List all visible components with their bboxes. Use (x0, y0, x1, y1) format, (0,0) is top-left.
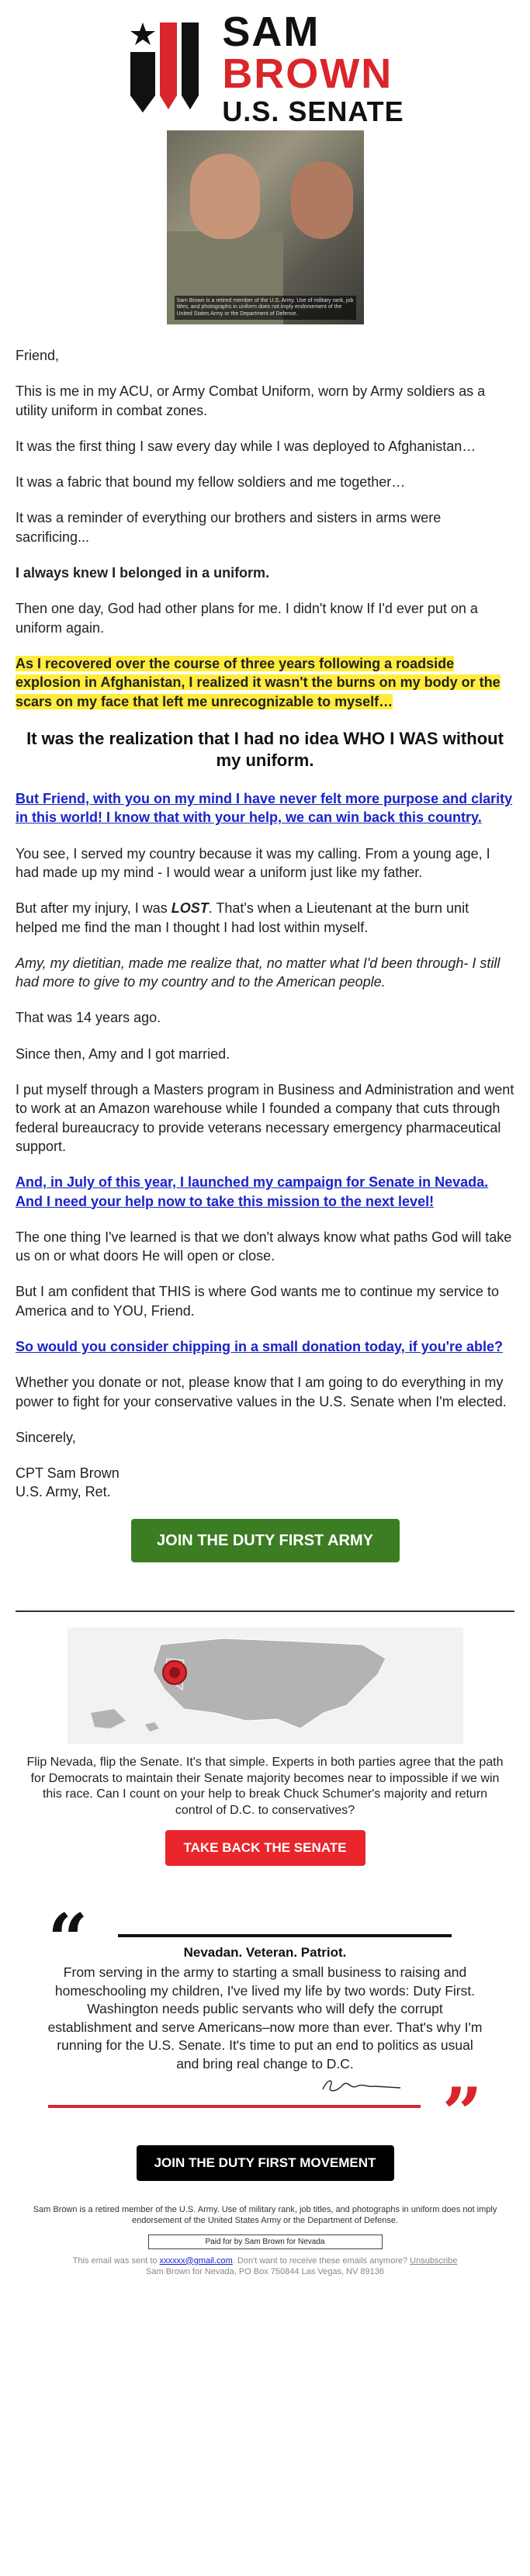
link-paragraph (16, 1173, 514, 1211)
paid-for-box: Paid for by Sam Brown for Nevada (148, 2234, 383, 2249)
quote-rule-top (118, 1934, 452, 1937)
link-paragraph (16, 789, 514, 827)
emphasis-lost: LOST (171, 900, 209, 917)
paragraph: I put myself through a Masters program in Business and Administration and went to work at an Amazon warehouse while I founded a company that cuts through federal bureaucracy to provide veterans necessary emergency pharmaceutical support. (16, 1082, 514, 1154)
closing: Sincerely, (16, 1429, 76, 1445)
quote-block (47, 1897, 483, 2155)
us-map-image (68, 1628, 463, 1744)
paragraph: It was the first thing I saw every day while I was deployed to Afghanistan… (16, 438, 476, 454)
highlighted-paragraph (16, 654, 514, 711)
paragraph: Since then, Amy and I got married. (16, 1045, 230, 1062)
logo-star-bars-icon (126, 18, 211, 119)
campaign-link[interactable]: And, in July of this year, I launched my campaign for Senate in Nevada. And I need your help now to take this mission to the next level! (16, 1174, 489, 1209)
donate-link[interactable]: But Friend, with you on my mind I have never felt more purpose and clarity in this world! I know that with your help, we can win back this country. (16, 791, 513, 826)
email-footer: This email was sent to xxxxxx@gmail.com. Don't want to receive these emails anymore? Unsubscribe Sam Brown for Nevada, PO Box 750844 Las Vegas, NV 89136 (72, 2255, 458, 2276)
paragraph-italic: Amy, my dietitian, made me realize that, no matter what I'd been through- I still had more to give to my country and to the American people. (16, 955, 501, 990)
signature-image (320, 2075, 405, 2096)
paragraph: You see, I served my country because it was my calling. From a young age, I had made up my mind - I would wear a uniform just like my father. (16, 845, 490, 880)
photo-caption: Sam Brown is a retired member of the U.S. Army. Use of military rank, job titles, and photographs in uniform does not imply endorsement of the United States Army or the Department of Defense. (175, 296, 356, 320)
signature-title: U.S. Army, Ret. (16, 1484, 111, 1500)
join-duty-first-movement-button[interactable]: JOIN THE DUTY FIRST MOVEMENT (137, 2145, 394, 2181)
unsubscribe-link[interactable]: Unsubscribe (410, 2255, 458, 2266)
join-duty-first-army-button[interactable]: JOIN THE DUTY FIRST ARMY (131, 1519, 400, 1562)
quote-heading: Nevadan. Veteran. Patriot. (183, 1944, 347, 1960)
logo-text-senate: U.S. SENATE (222, 95, 404, 127)
paragraph: This is me in my ACU, or Army Combat Uniform, worn by Army soldiers as a utility uniform in combat zones. (16, 383, 486, 418)
logo-text-brown: BROWN (222, 50, 393, 97)
logo-text-sam: SAM (222, 9, 320, 55)
highlight-text: As I recovered over the course of three years following a roadside explosion in Afghanistan, I realized it wasn't the burns on my body or the scars on my face that left me unrecognizable to myself… (16, 655, 501, 709)
paragraph: But after my injury, I was LOST. That's when a Lieutenant at the burn unit helped me find the man I thought I had lost within myself. (16, 900, 469, 935)
campaign-logo (16, 0, 514, 127)
letter-body (16, 346, 514, 1502)
link-paragraph (16, 1337, 514, 1356)
open-quote-icon: “ (47, 1898, 88, 1981)
paragraph: The one thing I've learned is that we don't always know what paths God will take us on or what doors He will open or close. (16, 1229, 512, 1264)
paragraph: It was a reminder of everything our brothers and sisters in arms were sacrificing... (16, 510, 442, 545)
take-back-senate-button[interactable]: TAKE BACK THE SENATE (165, 1830, 365, 1866)
centered-heading: It was the realization that I had no idea WHO I WAS without my uniform. (26, 728, 504, 771)
paragraph: That was 14 years ago. (16, 1010, 161, 1026)
section-divider (16, 1610, 514, 1612)
quote-rule-bottom (48, 2105, 421, 2108)
chip-in-link[interactable]: So would you consider chipping in a small donation today, if you're able? (16, 1338, 504, 1354)
flip-nevada-text: Flip Nevada, flip the Senate. It's that simple. Experts in both parties agree that the path for Democrats to maintain their Senate majority becomes near to impossible if we win this race. Can I count on your help to break Chuck Schumer's majority and return control of D.C. to conservatives? (26, 1755, 504, 1818)
quote-body: From serving in the army to starting a small business to raising and homeschooling my children, I've lived my life by two words: Duty First. Washington needs public servants who will defy the corrupt establishment and serve Americans–now more than ever. That's why I'm running for the U.S. Senate. It's time to put an end to politics as usual and bring real change to D.C. (47, 1964, 483, 2072)
greeting: Friend, (16, 348, 60, 363)
recipient-email-link[interactable]: xxxxxx@gmail.com (159, 2255, 233, 2266)
signature-name: CPT Sam Brown (16, 1465, 120, 1482)
mailing-address: Sam Brown for Nevada, PO Box 750844 Las Vegas, NV 89136 (146, 2266, 384, 2276)
paragraph-bold: I always knew I belonged in a uniform. (16, 565, 270, 581)
soldier-photo (167, 130, 364, 324)
paragraph: Whether you donate or not, please know that I am going to do everything in my power to fight for your conservative values in the U.S. Senate when I'm elected. (16, 1375, 507, 1409)
paragraph: It was a fabric that bound my fellow soldiers and me together… (16, 474, 406, 491)
paragraph: Then one day, God had other plans for me. I didn't know If I'd ever put on a uniform again. (16, 601, 478, 636)
close-quote-icon: ” (442, 2072, 483, 2155)
paragraph: But I am confident that THIS is where God wants me to continue my service to America and to YOU, Friend. (16, 1284, 499, 1319)
footer-disclaimer: Sam Brown is a retired member of the U.S. Army. Use of military rank, job titles, and photographs in uniform does not imply endorsement of the United States Army or the Department of Defense. (33, 2204, 497, 2226)
